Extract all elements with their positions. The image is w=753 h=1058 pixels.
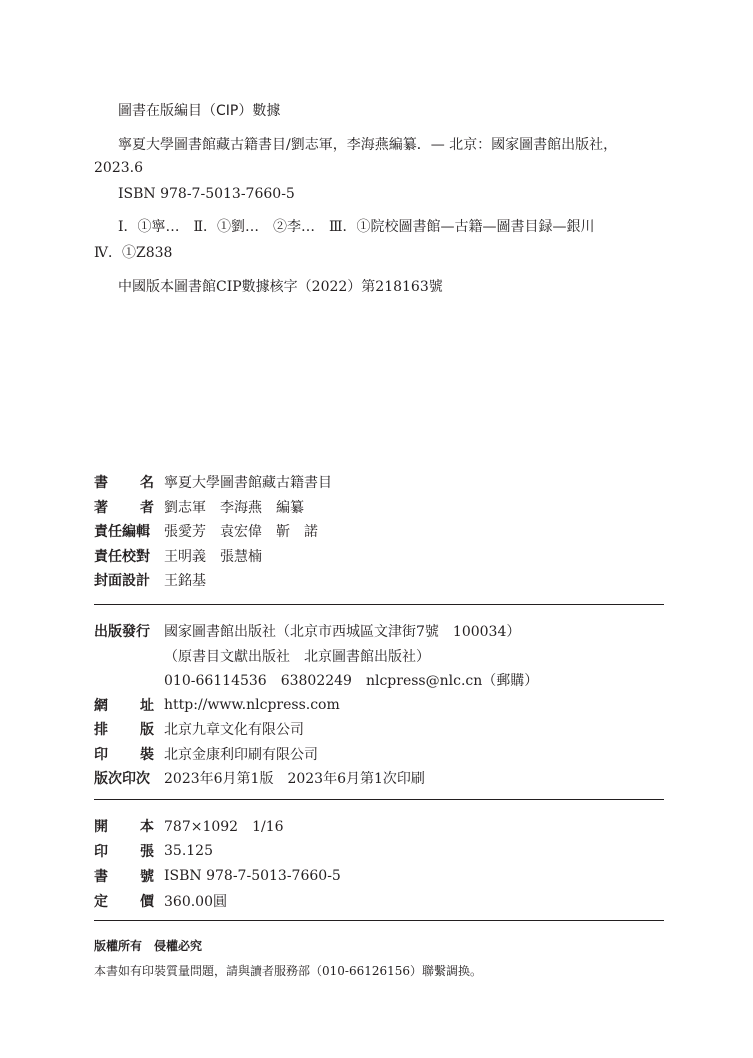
cip-isbn: ISBN 978-7-5013-7660-5 (118, 186, 295, 202)
copyright-notice: 版權所有 侵權必究 (94, 939, 203, 953)
field-label (94, 744, 154, 764)
field-label: 責任編輯 (94, 524, 150, 540)
publisher-row (94, 718, 304, 740)
field-label (94, 891, 154, 911)
cip-classification: Ⅰ．①寧… Ⅱ．①劉… ②李… Ⅲ．①院校圖書館—古籍—圖書目録—銀川 (118, 219, 595, 235)
field-label-char: 者 (140, 499, 154, 516)
spec-row (94, 865, 341, 887)
field-label-char: 裝 (140, 746, 154, 763)
publisher-row (94, 620, 520, 642)
field-label-char: 書 (94, 869, 108, 885)
publisher-row (94, 669, 538, 691)
cip-number: 中國版本圖書館CIP數據核字（2022）第218163號 (118, 279, 443, 295)
field-value: 寧夏大學圖書館藏古籍書目 (164, 475, 332, 491)
credit-row (94, 545, 262, 567)
credit-row (94, 471, 332, 493)
field-label (94, 497, 154, 517)
quality-notice: 本書如有印裝質量問題，請與讀者服務部（010-66126156）聯繫調换。 (94, 964, 483, 978)
field-value: 北京金康利印刷有限公司 (164, 746, 318, 763)
field-value: 360.00圓 (164, 894, 227, 910)
field-label-char: 印 (94, 844, 108, 860)
credit-row (94, 520, 318, 542)
field-label-char: 張 (140, 844, 154, 860)
field-value: 劉志軍 李海燕 編纂 (164, 499, 304, 516)
field-label: 責任校對 (94, 548, 150, 565)
field-value: ISBN 978-7-5013-7660-5 (164, 868, 341, 884)
publisher-row (94, 645, 430, 667)
field-label-char: 排 (94, 722, 108, 738)
field-label (94, 816, 154, 836)
field-value: 010-66114536 63802249 nlcpress@nlc.cn（郵購） (164, 673, 539, 689)
spec-row (94, 890, 227, 912)
field-value: 王明義 張慧楠 (164, 548, 262, 565)
cip-classification-cont: Ⅳ．①Z838 (94, 245, 173, 261)
field-label (94, 472, 154, 492)
divider (94, 604, 664, 605)
field-label: 版次印次 (94, 771, 150, 787)
field-value: http://www.nlcpress.com (164, 696, 340, 713)
field-label (94, 841, 154, 861)
publisher-row (94, 694, 340, 716)
field-label: 出版發行 (94, 624, 150, 640)
field-label-char: 定 (94, 894, 108, 910)
cip-title: 圖書在版編目（CIP）數據 (118, 103, 281, 119)
cip-bibliographic-line-cont: 2023.6 (94, 160, 143, 176)
field-value: 張愛芳 袁宏偉 靳 諾 (164, 524, 318, 540)
cip-bibliographic-line: 寧夏大學圖書館藏古籍書目/劉志軍，李海燕編纂．— 北京：國家圖書館出版社， (118, 137, 618, 153)
credit-row (94, 496, 304, 518)
field-label-char: 號 (140, 869, 154, 885)
spec-row (94, 815, 284, 837)
field-value: 國家圖書館出版社（北京市西城區文津街7號 100034） (164, 624, 521, 640)
field-label-char: 印 (94, 746, 108, 763)
field-label-char: 價 (140, 894, 154, 910)
field-value: 2023年6月第1版 2023年6月第1次印刷 (164, 771, 425, 787)
credit-row (94, 569, 206, 591)
publisher-row (94, 767, 425, 789)
field-label (94, 719, 154, 739)
field-label-char: 著 (94, 499, 108, 516)
field-value: 北京九章文化有限公司 (164, 722, 304, 738)
field-label: 封面設計 (94, 573, 150, 589)
field-value: 787×1092 1/16 (164, 819, 284, 835)
field-value: 王銘基 (164, 573, 206, 589)
field-label (94, 695, 154, 715)
field-value: （原書目文獻出版社 北京圖書館出版社） (164, 648, 430, 665)
field-label-char: 本 (140, 819, 154, 835)
field-label-char: 網 (94, 697, 108, 714)
divider (94, 920, 664, 921)
publisher-row (94, 743, 318, 765)
spec-row (94, 840, 213, 862)
field-label-char: 名 (140, 475, 154, 491)
field-label-char: 書 (94, 475, 108, 491)
divider (94, 799, 664, 800)
field-label-char: 開 (94, 819, 108, 835)
field-value: 35.125 (164, 843, 213, 859)
field-label-char: 版 (140, 722, 154, 738)
field-label-char: 址 (140, 697, 154, 714)
field-label (94, 866, 154, 886)
